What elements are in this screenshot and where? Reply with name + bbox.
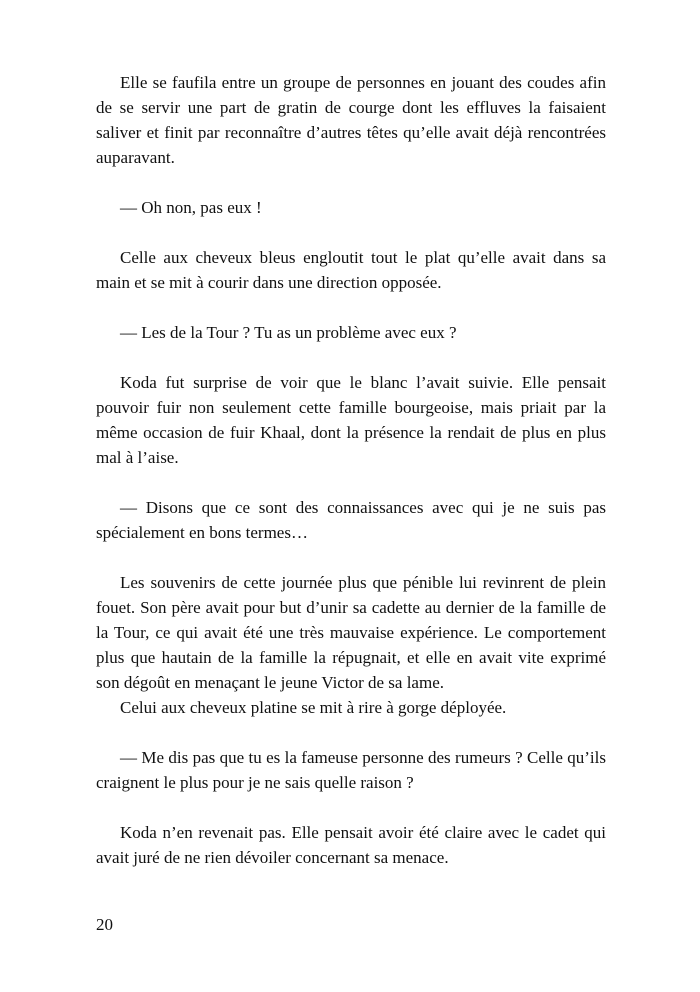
paragraph-5: Celui aux cheveux platine se mit à rire à gorge déployée. bbox=[120, 698, 507, 717]
dialogue-line-2: — Les de la Tour ? Tu as un problème avec eux ? bbox=[120, 323, 457, 342]
paragraph-gap bbox=[96, 720, 606, 745]
paragraph-gap bbox=[96, 345, 606, 370]
paragraph-4: Les souvenirs de cette journée plus que pénible lui revinrent de plein fouet. Son père avait pour but d’unir sa cadette au dernier de la famille de la Tour, ce qui avait été une très mauvaise expérience. Le comportement plus que hautain de la famille la répugnait, et elle en avait vite exprimé son dégoût en menaçant le jeune Victor de sa lame. bbox=[96, 573, 606, 692]
paragraph-3: Koda fut surprise de voir que le blanc l’avait suivie. Elle pensait pouvoir fuir non seulement cette famille bourgeoise, mais priait par la même occasion de fuir Khaal, dont la présence la rendait de plus en plus mal à l’aise. bbox=[96, 373, 606, 467]
paragraph-6: Koda n’en revenait pas. Elle pensait avoir été claire avec le cadet qui avait juré de ne rien dévoiler concernant sa menace. bbox=[96, 823, 606, 867]
paragraph-gap bbox=[96, 170, 606, 195]
page-body bbox=[96, 70, 606, 870]
dialogue-line-1: — Oh non, pas eux ! bbox=[120, 198, 262, 217]
paragraph-gap bbox=[96, 220, 606, 245]
paragraph-gap bbox=[96, 545, 606, 570]
page-number: 20 bbox=[96, 915, 113, 934]
dialogue-line-4: — Me dis pas que tu es la fameuse personne des rumeurs ? Celle qu’ils craignent le plus pour je ne sais quelle raison ? bbox=[96, 748, 606, 792]
paragraph-gap bbox=[96, 795, 606, 820]
paragraph-2: Celle aux cheveux bleus engloutit tout le plat qu’elle avait dans sa main et se mit à courir dans une direction opposée. bbox=[96, 248, 606, 292]
dialogue-line-3: — Disons que ce sont des connaissances avec qui je ne suis pas spécialement en bons termes… bbox=[96, 498, 606, 542]
paragraph-1: Elle se faufila entre un groupe de personnes en jouant des coudes afin de se servir une part de gratin de courge dont les effluves la faisaient saliver et finit par reconnaître d’autres têtes qu’elle avait déjà rencontrées auparavant. bbox=[96, 73, 606, 167]
paragraph-gap bbox=[96, 470, 606, 495]
paragraph-gap bbox=[96, 295, 606, 320]
